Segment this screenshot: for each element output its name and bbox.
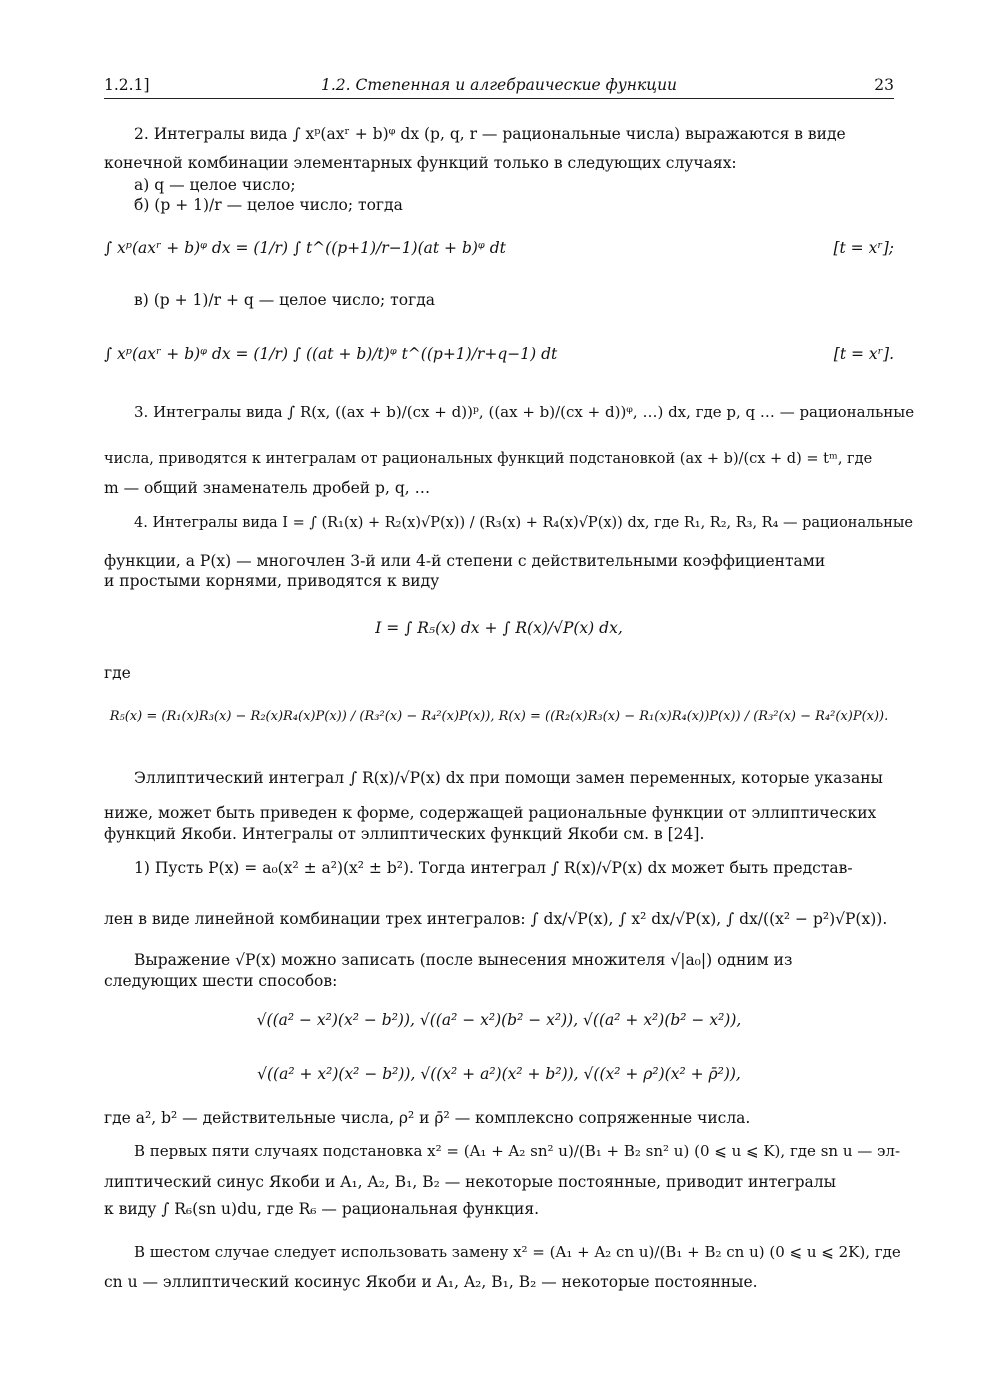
text-line: конечной комбинации элементарных функций только в следующих случаях: — [104, 154, 737, 172]
text-line: в) (p + 1)/r + q — целое число; тогда — [134, 291, 435, 309]
text-line: к виду ∫ R₆(sn u)du, где R₆ — рациональная функция. — [104, 1200, 540, 1218]
text-line: ниже, может быть приведен к форме, содержащей рациональные функции от эллиптических — [104, 804, 877, 822]
text-line: числа, приводятся к интегралам от рациональных функций подстановкой (ax + b)/(cx + d) = tᵐ, где — [104, 451, 873, 467]
text-line: и простыми корнями, приводятся к виду — [104, 572, 440, 590]
text-line: где a², b² — действительные числа, ρ² и ρ̄² — комплексно сопряженные числа. — [104, 1109, 751, 1127]
text-line: 4. Интегралы вида I = ∫ (R₁(x) + R₂(x)√P(x)) / (R₃(x) + R₄(x)√P(x)) dx, где R₁, R₂, R₃, R₄ — рациональные — [134, 515, 913, 531]
formula-text: ∫ xᵖ(axʳ + b)ᵠ dx = (1/r) ∫ ((at + b)/t)ᵠ t^((p+1)/r+q−1) dt — [104, 345, 558, 363]
text-line: функций Якоби. Интегралы от эллиптических функций Якоби см. в [24]. — [104, 825, 705, 843]
text-line: Эллиптический интеграл ∫ R(x)/√P(x) dx при помощи замен переменных, которые указаны — [134, 769, 883, 787]
text-line: cn u — эллиптический косинус Якоби и A₁, A₂, B₁, B₂ — некоторые постоянные. — [104, 1273, 758, 1291]
text-line: а) q — целое число; — [134, 176, 296, 194]
text-line: В первых пяти случаях подстановка x² = (A₁ + A₂ sn² u)/(B₁ + B₂ sn² u) (0 ⩽ u ⩽ K), где sn u — эл- — [134, 1142, 901, 1160]
formula-5: √((a² − x²)(x² − b²)), √((a² − x²)(b² − x²)), √((a² + x²)(b² − x²)), — [256, 1011, 742, 1029]
text-line: следующих шести способов: — [104, 972, 338, 990]
formula-2 — [104, 344, 894, 364]
page-number: 23 — [874, 76, 894, 94]
formula-tag: [t = xʳ]. — [833, 345, 894, 363]
text-line: 3. Интегралы вида ∫ R(x, ((ax + b)/(cx + d))ᵖ, ((ax + b)/(cx + d))ᵠ, …) dx, где p, q … — рациональные — [134, 403, 915, 421]
formula-text: ∫ xᵖ(axʳ + b)ᵠ dx = (1/r) ∫ t^((p+1)/r−1)(at + b)ᵠ dt — [104, 239, 506, 257]
formula-4: R₅(x) = (R₁(x)R₃(x) − R₂(x)R₄(x)P(x)) / (R₃²(x) − R₄²(x)P(x)), R(x) = ((R₂(x)R₃(x) − R₁(x)R₄(x))P(x)) / (R₃²(x) − R₄²(x)P(x)). — [109, 709, 889, 724]
running-title: 1.2. Степенная и алгебраические функции — [320, 76, 678, 94]
text-line: Выражение √P(x) можно записать (после вынесения множителя √|a₀|) одним из — [134, 951, 793, 969]
text-line: где — [104, 664, 131, 682]
running-header — [104, 74, 894, 99]
text-line: липтический синус Якоби и A₁, A₂, B₁, B₂ — некоторые постоянные, приводит интегралы — [104, 1173, 836, 1191]
formula-tag: [t = xʳ]; — [833, 239, 894, 257]
text-line: 1) Пусть P(x) = a₀(x² ± a²)(x² ± b²). Тогда интеграл ∫ R(x)/√P(x) dx может быть представ- — [134, 859, 853, 877]
formula-6: √((a² + x²)(x² − b²)), √((x² + a²)(x² + b²)), √((x² + ρ²)(x² + ρ̄²)), — [257, 1065, 741, 1083]
formula-3: I = ∫ R₅(x) dx + ∫ R(x)/√P(x) dx, — [375, 619, 623, 637]
section-number: 1.2.1] — [104, 76, 150, 94]
formula-1 — [104, 238, 894, 258]
text-line: В шестом случае следует использовать замену x² = (A₁ + A₂ cn u)/(B₁ + B₂ cn u) (0 ⩽ u ⩽ 2K), где — [134, 1243, 901, 1261]
text-line: 2. Интегралы вида ∫ xᵖ(axʳ + b)ᵠ dx (p, q, r — рациональные числа) выражаются в виде — [134, 125, 846, 143]
text-line: б) (p + 1)/r — целое число; тогда — [134, 196, 403, 214]
text-line: лен в виде линейной комбинации трех интегралов: ∫ dx/√P(x), ∫ x² dx/√P(x), ∫ dx/((x² − p²)√P(x)). — [104, 910, 888, 928]
text-line: функции, а P(x) — многочлен 3-й или 4-й степени с действительными коэффициентами — [104, 552, 826, 570]
text-line: m — общий знаменатель дробей p, q, … — [104, 479, 431, 497]
